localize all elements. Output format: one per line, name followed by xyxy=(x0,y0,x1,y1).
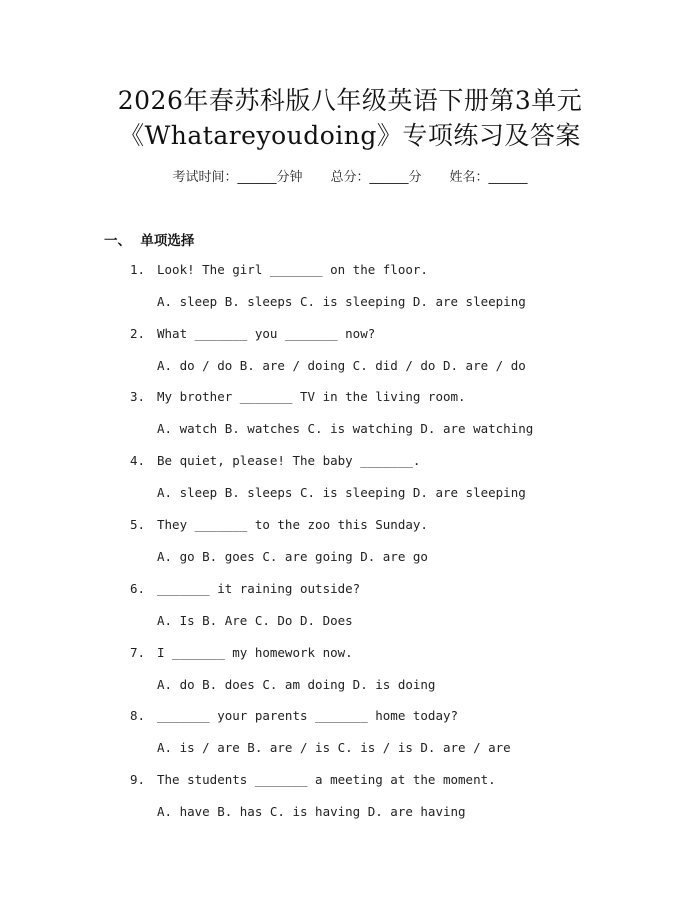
question-number: 3. xyxy=(130,389,146,404)
question xyxy=(130,581,360,596)
question-text: _______ your parents _______ home today? xyxy=(157,708,459,723)
question xyxy=(130,326,375,341)
question-number: 5. xyxy=(130,517,146,532)
question-text: They _______ to the zoo this Sunday. xyxy=(157,517,428,532)
question-options: A. sleep B. sleeps C. is sleeping D. are sleeping xyxy=(157,485,526,500)
question-options: A. go B. goes C. are going D. are go xyxy=(157,549,428,564)
question-text: What _______ you _______ now? xyxy=(157,326,376,341)
question-options: A. is / are B. are / is C. is / is D. are / are xyxy=(157,740,511,755)
section-heading: 一、 单项选择 xyxy=(104,233,195,249)
question-options: A. do / do B. are / doing C. did / do D. are / do xyxy=(157,358,526,373)
question-number: 8. xyxy=(130,708,146,723)
question-text: Look! The girl _______ on the floor. xyxy=(157,262,428,277)
question-number: 2. xyxy=(130,326,146,341)
question xyxy=(130,453,420,468)
question-number: 9. xyxy=(130,772,146,787)
question xyxy=(130,645,353,660)
question xyxy=(130,262,428,277)
page-title: 2026年春苏科版八年级英语下册第3单元 xyxy=(117,86,583,115)
student-name-field: 姓名：______ xyxy=(449,170,528,185)
question-options: A. Is B. Are C. Do D. Does xyxy=(157,613,353,628)
question-options: A. have B. has C. is having D. are having xyxy=(157,804,466,819)
question-text: _______ it raining outside? xyxy=(157,581,361,596)
question xyxy=(130,517,428,532)
question-number: 4. xyxy=(130,453,146,468)
question-text: The students _______ a meeting at the moment. xyxy=(157,772,496,787)
question-options: A. do B. does C. am doing D. is doing xyxy=(157,677,436,692)
total-score-field: 总分：______分 xyxy=(330,170,422,185)
question-number: 1. xyxy=(130,262,146,277)
question-options: A. sleep B. sleeps C. is sleeping D. are sleeping xyxy=(157,294,526,309)
question-number: 6. xyxy=(130,581,146,596)
question-text: My brother _______ TV in the living room. xyxy=(157,389,466,404)
question-number: 7. xyxy=(130,645,146,660)
page-subtitle: 《Whatareyoudoing》专项练习及答案 xyxy=(119,121,581,150)
question-options: A. watch B. watches C. is watching D. are watching xyxy=(157,421,534,436)
question-text: Be quiet, please! The baby _______. xyxy=(157,453,421,468)
question xyxy=(130,708,458,723)
question-text: I _______ my homework now. xyxy=(157,645,353,660)
question xyxy=(130,389,466,404)
question xyxy=(130,772,496,787)
exam-time-field: 考试时间：______分钟 xyxy=(172,170,303,185)
exam-info-line xyxy=(0,166,700,185)
